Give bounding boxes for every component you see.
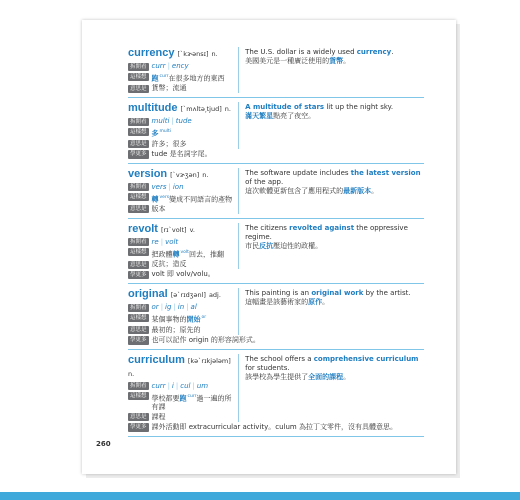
example-zh-post: 。 <box>343 372 351 381</box>
example-zh-highlight: 貨幣 <box>329 57 344 65</box>
phonetic: [əˋrɪdʒənl] <box>170 291 206 300</box>
connect-text <box>152 72 225 83</box>
example-en-highlight: original work <box>311 289 364 298</box>
connect-suffix: 回去，推翻 <box>188 250 224 259</box>
entry-columns <box>128 354 424 422</box>
example-en-pre: The software update includes <box>245 168 351 177</box>
part-separator: | <box>175 381 179 390</box>
part-separator: | <box>160 237 164 246</box>
connect-root: 轉 <box>172 250 180 259</box>
example-zh-post: 。 <box>371 186 379 195</box>
connect-tag: 這樣想 <box>130 128 147 135</box>
word-part: volt <box>165 237 179 246</box>
example-zh-pre: 這幅畫是該藝術家的 <box>245 298 309 307</box>
word-part: ion <box>172 182 184 191</box>
meaning-text: 反抗；造反 <box>151 260 187 269</box>
example-zh-highlight: 全面的課程 <box>308 372 344 381</box>
connect-row <box>128 72 234 83</box>
example-en-highlight: A multitude of stars <box>245 103 325 112</box>
part-separator: | <box>186 303 189 312</box>
connect-tag: 這樣想 <box>130 73 147 80</box>
word-parts <box>152 382 209 391</box>
word-part: tude <box>175 117 192 126</box>
split-tag: 拆開看 <box>130 304 147 311</box>
split-row <box>128 303 234 312</box>
more-tag: 學更多 <box>130 271 147 278</box>
part-of-speech: n. <box>211 50 218 58</box>
word-parts <box>152 303 197 312</box>
example-zh-post: 壓迫性的政權。 <box>273 241 323 250</box>
more-text: tude 是名詞字尾。 <box>151 149 212 158</box>
example-en-post: lit up the night sky. <box>324 103 394 112</box>
connect-row <box>128 313 234 324</box>
example-english <box>245 224 424 242</box>
entry-headline <box>128 47 234 61</box>
example-chinese <box>245 57 424 66</box>
entry-list <box>128 47 424 437</box>
example-en-post: for students. <box>245 363 290 372</box>
phonetic: [ˋmʌltə͵tjud] <box>180 105 222 114</box>
word-entry <box>128 354 424 437</box>
part-separator: | <box>168 182 171 191</box>
root-superscript: curr <box>187 393 197 399</box>
example-chinese <box>245 112 424 121</box>
entry-headline <box>128 288 234 302</box>
word-parts <box>152 62 189 71</box>
split-row <box>128 62 234 71</box>
example-en-highlight: currency <box>356 48 392 56</box>
entry-left-column <box>128 102 238 148</box>
example-en-highlight: revolted against <box>289 223 355 232</box>
word-part: re <box>151 237 159 246</box>
example-english <box>245 169 424 187</box>
meaning-tag: 意思是 <box>130 206 147 213</box>
headword: curriculum <box>128 353 185 366</box>
example-english <box>245 103 424 112</box>
split-row <box>128 117 234 126</box>
phonetic: [ˋvɝʒən] <box>170 170 200 179</box>
entry-left-column <box>128 223 238 269</box>
entry-left-column <box>128 168 238 214</box>
word-part: or <box>151 303 159 312</box>
connect-tag: 這樣想 <box>130 393 147 400</box>
more-row <box>128 423 424 432</box>
word-entry <box>128 288 424 349</box>
meaning-row <box>128 205 234 214</box>
example-en-post: . <box>391 48 394 56</box>
split-row <box>128 183 234 192</box>
example-chinese <box>245 242 424 251</box>
example-en-highlight: comprehensive curriculum <box>313 354 419 363</box>
example-zh-post: 點亮了夜空。 <box>273 112 316 121</box>
meaning-tag: 意思是 <box>130 85 147 92</box>
entry-columns <box>128 223 424 269</box>
split-tag: 拆開看 <box>130 63 147 70</box>
meaning-tag: 意思是 <box>130 141 147 148</box>
root-superscript: curr <box>159 74 169 79</box>
meaning-row <box>128 84 234 93</box>
entry-left-column <box>128 47 238 93</box>
example-chinese <box>245 298 424 307</box>
headword: multitude <box>128 102 178 115</box>
example-english <box>245 289 424 298</box>
meaning-text: 課程 <box>151 412 166 421</box>
part-of-speech: adj. <box>208 291 221 300</box>
meaning-tag: 意思是 <box>130 327 147 334</box>
example-zh-post: 。 <box>343 57 351 65</box>
example-zh-post: 。 <box>322 298 330 307</box>
meaning-tag: 意思是 <box>130 414 147 421</box>
meaning-text: 貨幣；流通 <box>151 84 187 93</box>
connect-row <box>128 392 234 412</box>
connect-row <box>128 248 234 259</box>
example-zh-pre: 這次軟體更新包含了應用程式的 <box>245 186 344 195</box>
root-superscript: vers <box>159 194 170 200</box>
more-tag: 學更多 <box>130 151 147 158</box>
example-zh-highlight: 滿天繁星 <box>245 112 274 121</box>
word-part: i <box>171 381 174 390</box>
word-part: in <box>177 303 185 312</box>
entry-headline <box>128 223 234 237</box>
entry-columns <box>128 288 424 334</box>
entry-left-column <box>128 288 238 334</box>
headword: version <box>128 167 168 180</box>
meaning-text: 許多；很多 <box>151 139 187 148</box>
meaning-text: 版本 <box>151 204 166 213</box>
example-en-pre: The citizens <box>245 223 290 232</box>
meaning-text: 最初的；原先的 <box>151 325 201 334</box>
example-en-post: the oppressive regime. <box>245 223 408 241</box>
entry-example <box>238 102 424 148</box>
connect-tag: 這樣想 <box>130 314 147 321</box>
connect-root: 跑 <box>179 393 187 402</box>
entry-example <box>238 354 424 422</box>
entry-example <box>238 168 424 214</box>
meaning-row <box>128 260 234 269</box>
word-parts <box>152 117 192 126</box>
part-separator: | <box>192 381 195 390</box>
entry-example <box>238 288 424 334</box>
split-row <box>128 382 234 391</box>
meaning-row <box>128 140 234 149</box>
connect-suffix: 過一遍的所有課 <box>151 393 232 411</box>
word-entry <box>128 102 424 163</box>
word-part: ig <box>165 303 172 312</box>
root-superscript: or <box>201 315 207 321</box>
example-en-post: of the app. <box>245 177 284 186</box>
connect-root: 轉 <box>151 194 159 203</box>
example-en-pre: This painting is an <box>245 289 312 298</box>
entry-example <box>238 223 424 269</box>
connect-suffix: 在很多地方的東西 <box>168 74 225 83</box>
headword: original <box>128 288 168 301</box>
root-superscript: multi <box>159 129 172 135</box>
connect-tag: 這樣想 <box>130 249 147 256</box>
more-row <box>128 150 424 159</box>
meaning-tag: 意思是 <box>130 261 147 268</box>
phonetic: [kəˋrɪkjələm] <box>187 356 231 365</box>
part-of-speech: v. <box>189 225 195 234</box>
connect-text <box>152 248 224 259</box>
part-separator: | <box>167 62 170 70</box>
example-chinese <box>245 187 424 196</box>
entry-example <box>238 47 424 93</box>
word-parts <box>152 183 184 192</box>
split-tag: 拆開看 <box>130 184 147 191</box>
part-of-speech: n. <box>128 369 135 378</box>
more-row <box>128 270 424 279</box>
word-part: multi <box>151 117 170 126</box>
entry-columns <box>128 102 424 148</box>
phonetic: [rɪˋvolt] <box>160 225 187 234</box>
example-zh-pre: 市民 <box>245 241 260 250</box>
connect-text <box>152 193 233 204</box>
split-tag: 拆開看 <box>130 118 147 125</box>
connect-tag: 這樣想 <box>130 194 147 201</box>
split-tag: 拆開看 <box>130 383 147 390</box>
part-of-speech: n. <box>224 105 231 114</box>
more-tag: 學更多 <box>130 424 147 431</box>
word-part: vers <box>151 182 167 191</box>
entry-columns <box>128 47 424 93</box>
word-part: curr <box>151 381 166 390</box>
part-separator: | <box>171 117 174 126</box>
example-english <box>245 355 424 373</box>
example-zh-highlight: 原作 <box>308 298 323 307</box>
word-part: cul <box>180 381 191 390</box>
headword: currency <box>128 47 175 59</box>
connect-suffix: 變成不同語言的產物 <box>169 194 233 203</box>
part-separator: | <box>167 381 170 390</box>
connect-text <box>152 127 172 138</box>
entry-headline <box>128 354 234 381</box>
word-part: curr <box>151 62 166 70</box>
example-zh-highlight: 反抗 <box>259 241 274 250</box>
example-en-pre: The school offers a <box>245 354 314 363</box>
word-part: al <box>190 303 197 312</box>
connect-prefix: 把政體 <box>151 250 173 259</box>
meaning-row <box>128 413 234 422</box>
word-part: ency <box>171 62 189 70</box>
word-entry <box>128 223 424 284</box>
connect-row <box>128 193 234 204</box>
example-zh-highlight: 最新版本 <box>343 186 372 195</box>
meaning-row <box>128 326 234 335</box>
connect-row <box>128 127 234 138</box>
part-separator: | <box>173 303 176 312</box>
more-text: volt 即 volv/volu。 <box>151 270 215 279</box>
example-chinese <box>245 373 424 382</box>
entry-headline <box>128 102 234 116</box>
word-entry <box>128 168 424 219</box>
book-page <box>82 20 456 474</box>
entry-columns <box>128 168 424 214</box>
example-zh-pre: 美國美元是一種廣泛使用的 <box>245 57 330 65</box>
word-part: um <box>196 381 209 390</box>
word-parts <box>152 238 179 247</box>
more-text: 課外活動即 extracurricular activity。culum 為拉丁文零件，沒有具體意思。 <box>151 422 397 431</box>
connect-text <box>152 392 235 412</box>
footer-bar <box>0 492 520 500</box>
more-row <box>128 336 424 345</box>
root-superscript: volt <box>180 249 189 255</box>
connect-text <box>152 313 207 324</box>
example-en-pre: The U.S. dollar is a widely used <box>245 48 357 56</box>
example-en-highlight: the latest version <box>350 168 421 177</box>
word-entry <box>128 47 424 98</box>
connect-prefix: 學校都要 <box>151 393 180 402</box>
split-tag: 拆開看 <box>130 239 147 246</box>
example-zh-pre: 該學校為學生提供了 <box>245 372 309 381</box>
split-row <box>128 238 234 247</box>
phonetic: [ˋkɝənsɪ] <box>177 50 209 58</box>
page-number: 260 <box>96 440 111 448</box>
part-of-speech: n. <box>202 170 209 179</box>
part-separator: | <box>160 303 164 312</box>
example-english <box>245 48 424 57</box>
entry-left-column <box>128 354 238 422</box>
more-tag: 學更多 <box>130 337 147 344</box>
example-en-post: by the artist. <box>363 289 411 298</box>
headword: revolt <box>128 222 158 235</box>
connect-root: 跑 <box>151 74 159 83</box>
more-text: 也可以記作 origin 的形容詞形式。 <box>151 335 260 344</box>
connect-prefix: 某個事物的 <box>151 315 187 324</box>
entry-headline <box>128 168 234 182</box>
connect-root: 多 <box>151 129 159 138</box>
connect-root: 開始 <box>186 315 201 324</box>
